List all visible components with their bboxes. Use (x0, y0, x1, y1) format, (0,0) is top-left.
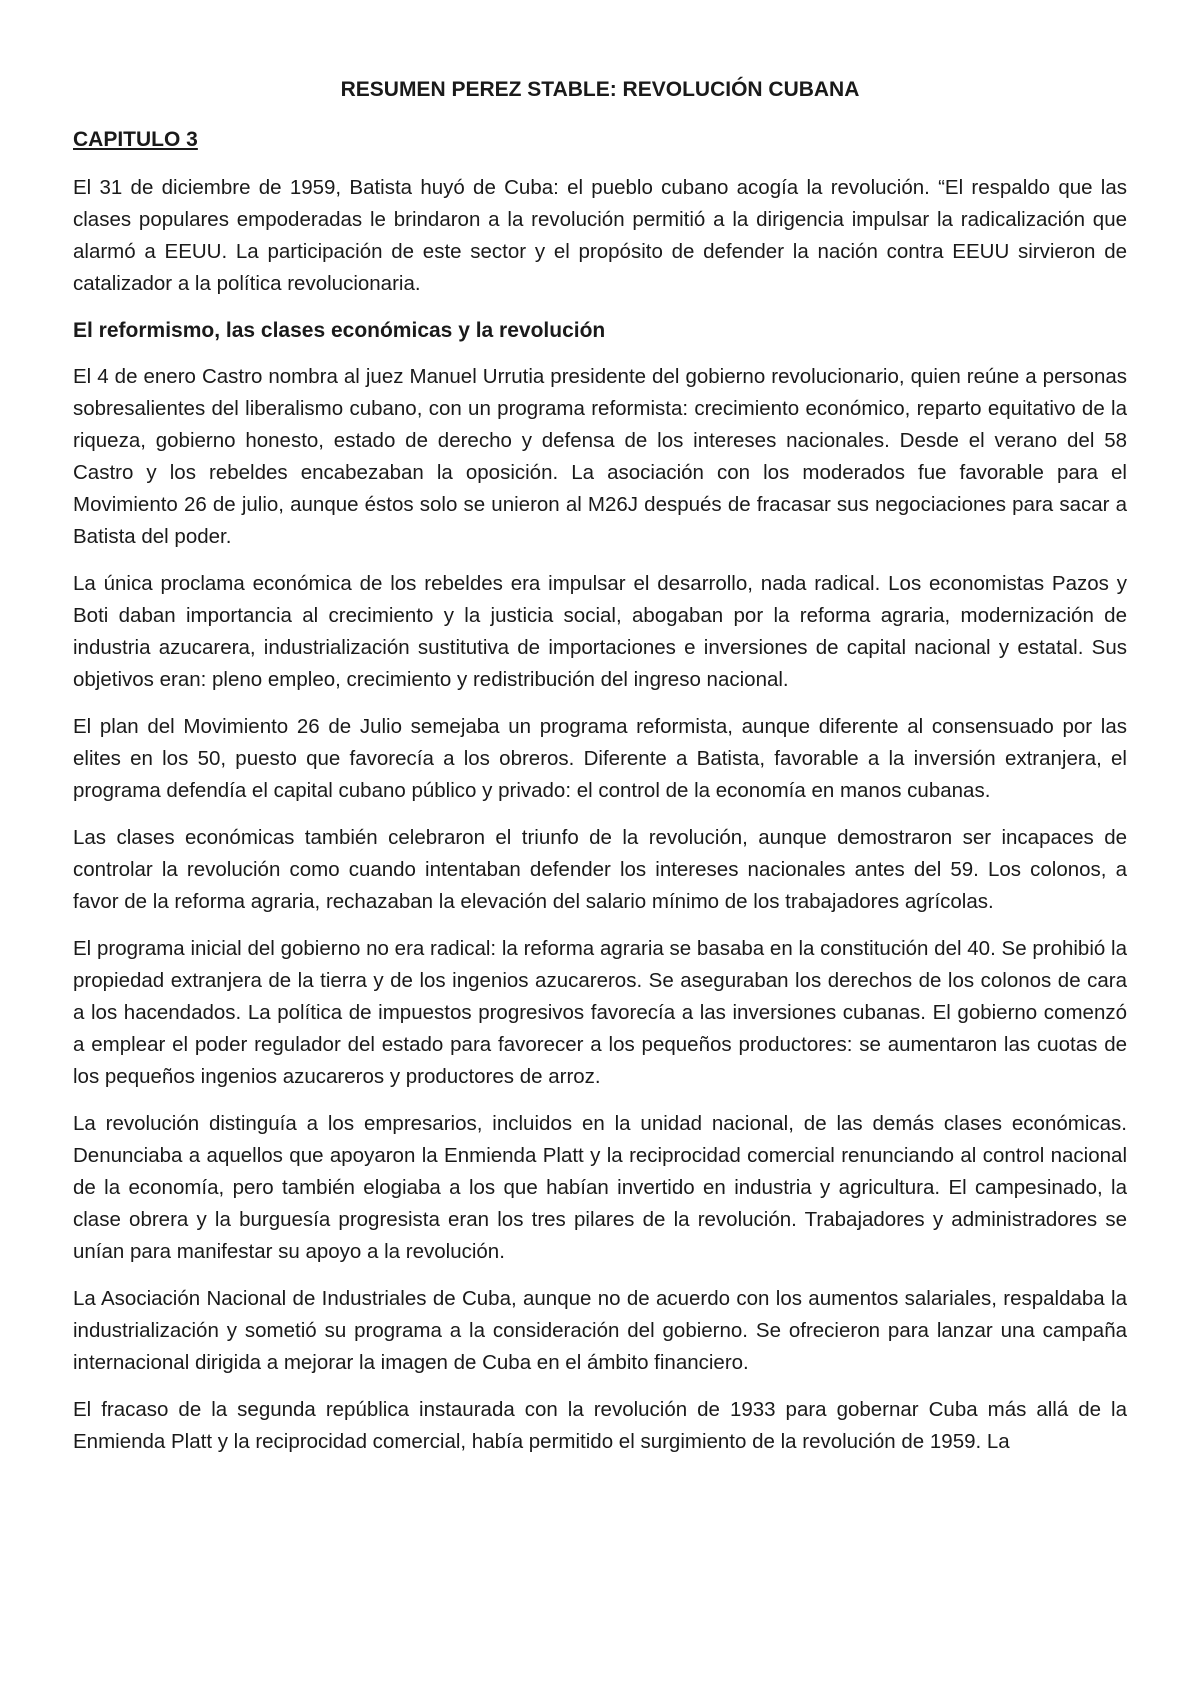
document-page (73, 74, 1127, 1473)
body-paragraph: La única proclama económica de los rebeldes era impulsar el desarrollo, nada radical. Los economistas Pazos y Boti daban importancia al crecimiento y la justicia social, abogaban por la reforma agraria, modernización de industria azucarera, industrialización sustitutiva de importaciones e inversiones de capital nacional y estatal. Sus objetivos eran: pleno empleo, crecimiento y redistribución del ingreso nacional. (73, 572, 1127, 691)
section-heading: El reformismo, las clases económicas y la revolución (73, 319, 606, 342)
body-paragraph: Las clases económicas también celebraron el triunfo de la revolución, aunque demostraron ser incapaces de controlar la revolución como cuando intentaban defender los intereses nacionales antes del 59. Los colonos, a favor de la reforma agraria, rechazaban la elevación del salario mínimo de los trabajadores agrícolas. (73, 826, 1127, 913)
body-paragraph: La Asociación Nacional de Industriales de Cuba, aunque no de acuerdo con los aumentos salariales, respaldaba la industrialización y sometió su programa a la consideración del gobierno. Se ofrecieron para lanzar una campaña internacional dirigida a mejorar la imagen de Cuba en el ámbito financiero. (73, 1287, 1127, 1374)
chapter-heading: CAPITULO 3 (73, 128, 198, 151)
body-paragraph: El 4 de enero Castro nombra al juez Manuel Urrutia presidente del gobierno revolucionario, quien reúne a personas sobresalientes del liberalismo cubano, con un programa reformista: crecimiento económico, reparto equitativo de la riqueza, gobierno honesto, estado de derecho y defensa de los intereses nacionales. Desde el verano del 58 Castro y los rebeldes encabezaban la oposición. La asociación con los moderados fue favorable para el Movimiento 26 de julio, aunque éstos solo se unieron al M26J después de fracasar sus negociaciones para sacar a Batista del poder. (73, 365, 1127, 548)
intro-paragraph: El 31 de diciembre de 1959, Batista huyó de Cuba: el pueblo cubano acogía la revolución. “El respaldo que las clases populares empoderadas le brindaron a la revolución permitió a la dirigencia impulsar la radicalización que alarmó a EEUU. La participación de este sector y el propósito de defender la nación contra EEUU sirvieron de catalizador a la política revolucionaria. (73, 176, 1127, 295)
body-paragraph: El programa inicial del gobierno no era radical: la reforma agraria se basaba en la constitución del 40. Se prohibió la propiedad extranjera de la tierra y de los ingenios azucareros. Se aseguraban los derechos de los colonos de cara a los hacendados. La política de impuestos progresivos favorecía a las inversiones cubanas. El gobierno comenzó a emplear el poder regulador del estado para favorecer a los pequeños productores: se aumentaron las cuotas de los pequeños ingenios azucareros y productores de arroz. (73, 937, 1127, 1088)
body-paragraph: El fracaso de la segunda república instaurada con la revolución de 1933 para gobernar Cuba más allá de la Enmienda Platt y la reciprocidad comercial, había permitido el surgimiento de la revolución de 1959. La (73, 1398, 1127, 1453)
body-paragraph: La revolución distinguía a los empresarios, incluidos en la unidad nacional, de las demás clases económicas. Denunciaba a aquellos que apoyaron la Enmienda Platt y la reciprocidad comercial renunciando al control nacional de la economía, pero también elogiaba a los que habían invertido en industria y agricultura. El campesinado, la clase obrera y la burguesía progresista eran los tres pilares de la revolución. Trabajadores y administradores se unían para manifestar su apoyo a la revolución. (73, 1112, 1127, 1263)
document-title: RESUMEN PEREZ STABLE: REVOLUCIÓN CUBANA (340, 78, 860, 101)
body-paragraph: El plan del Movimiento 26 de Julio semejaba un programa reformista, aunque diferente al consensuado por las elites en los 50, puesto que favorecía a los obreros. Diferente a Batista, favorable a la inversión extranjera, el programa defendía el capital cubano público y privado: el control de la economía en manos cubanas. (73, 715, 1127, 802)
